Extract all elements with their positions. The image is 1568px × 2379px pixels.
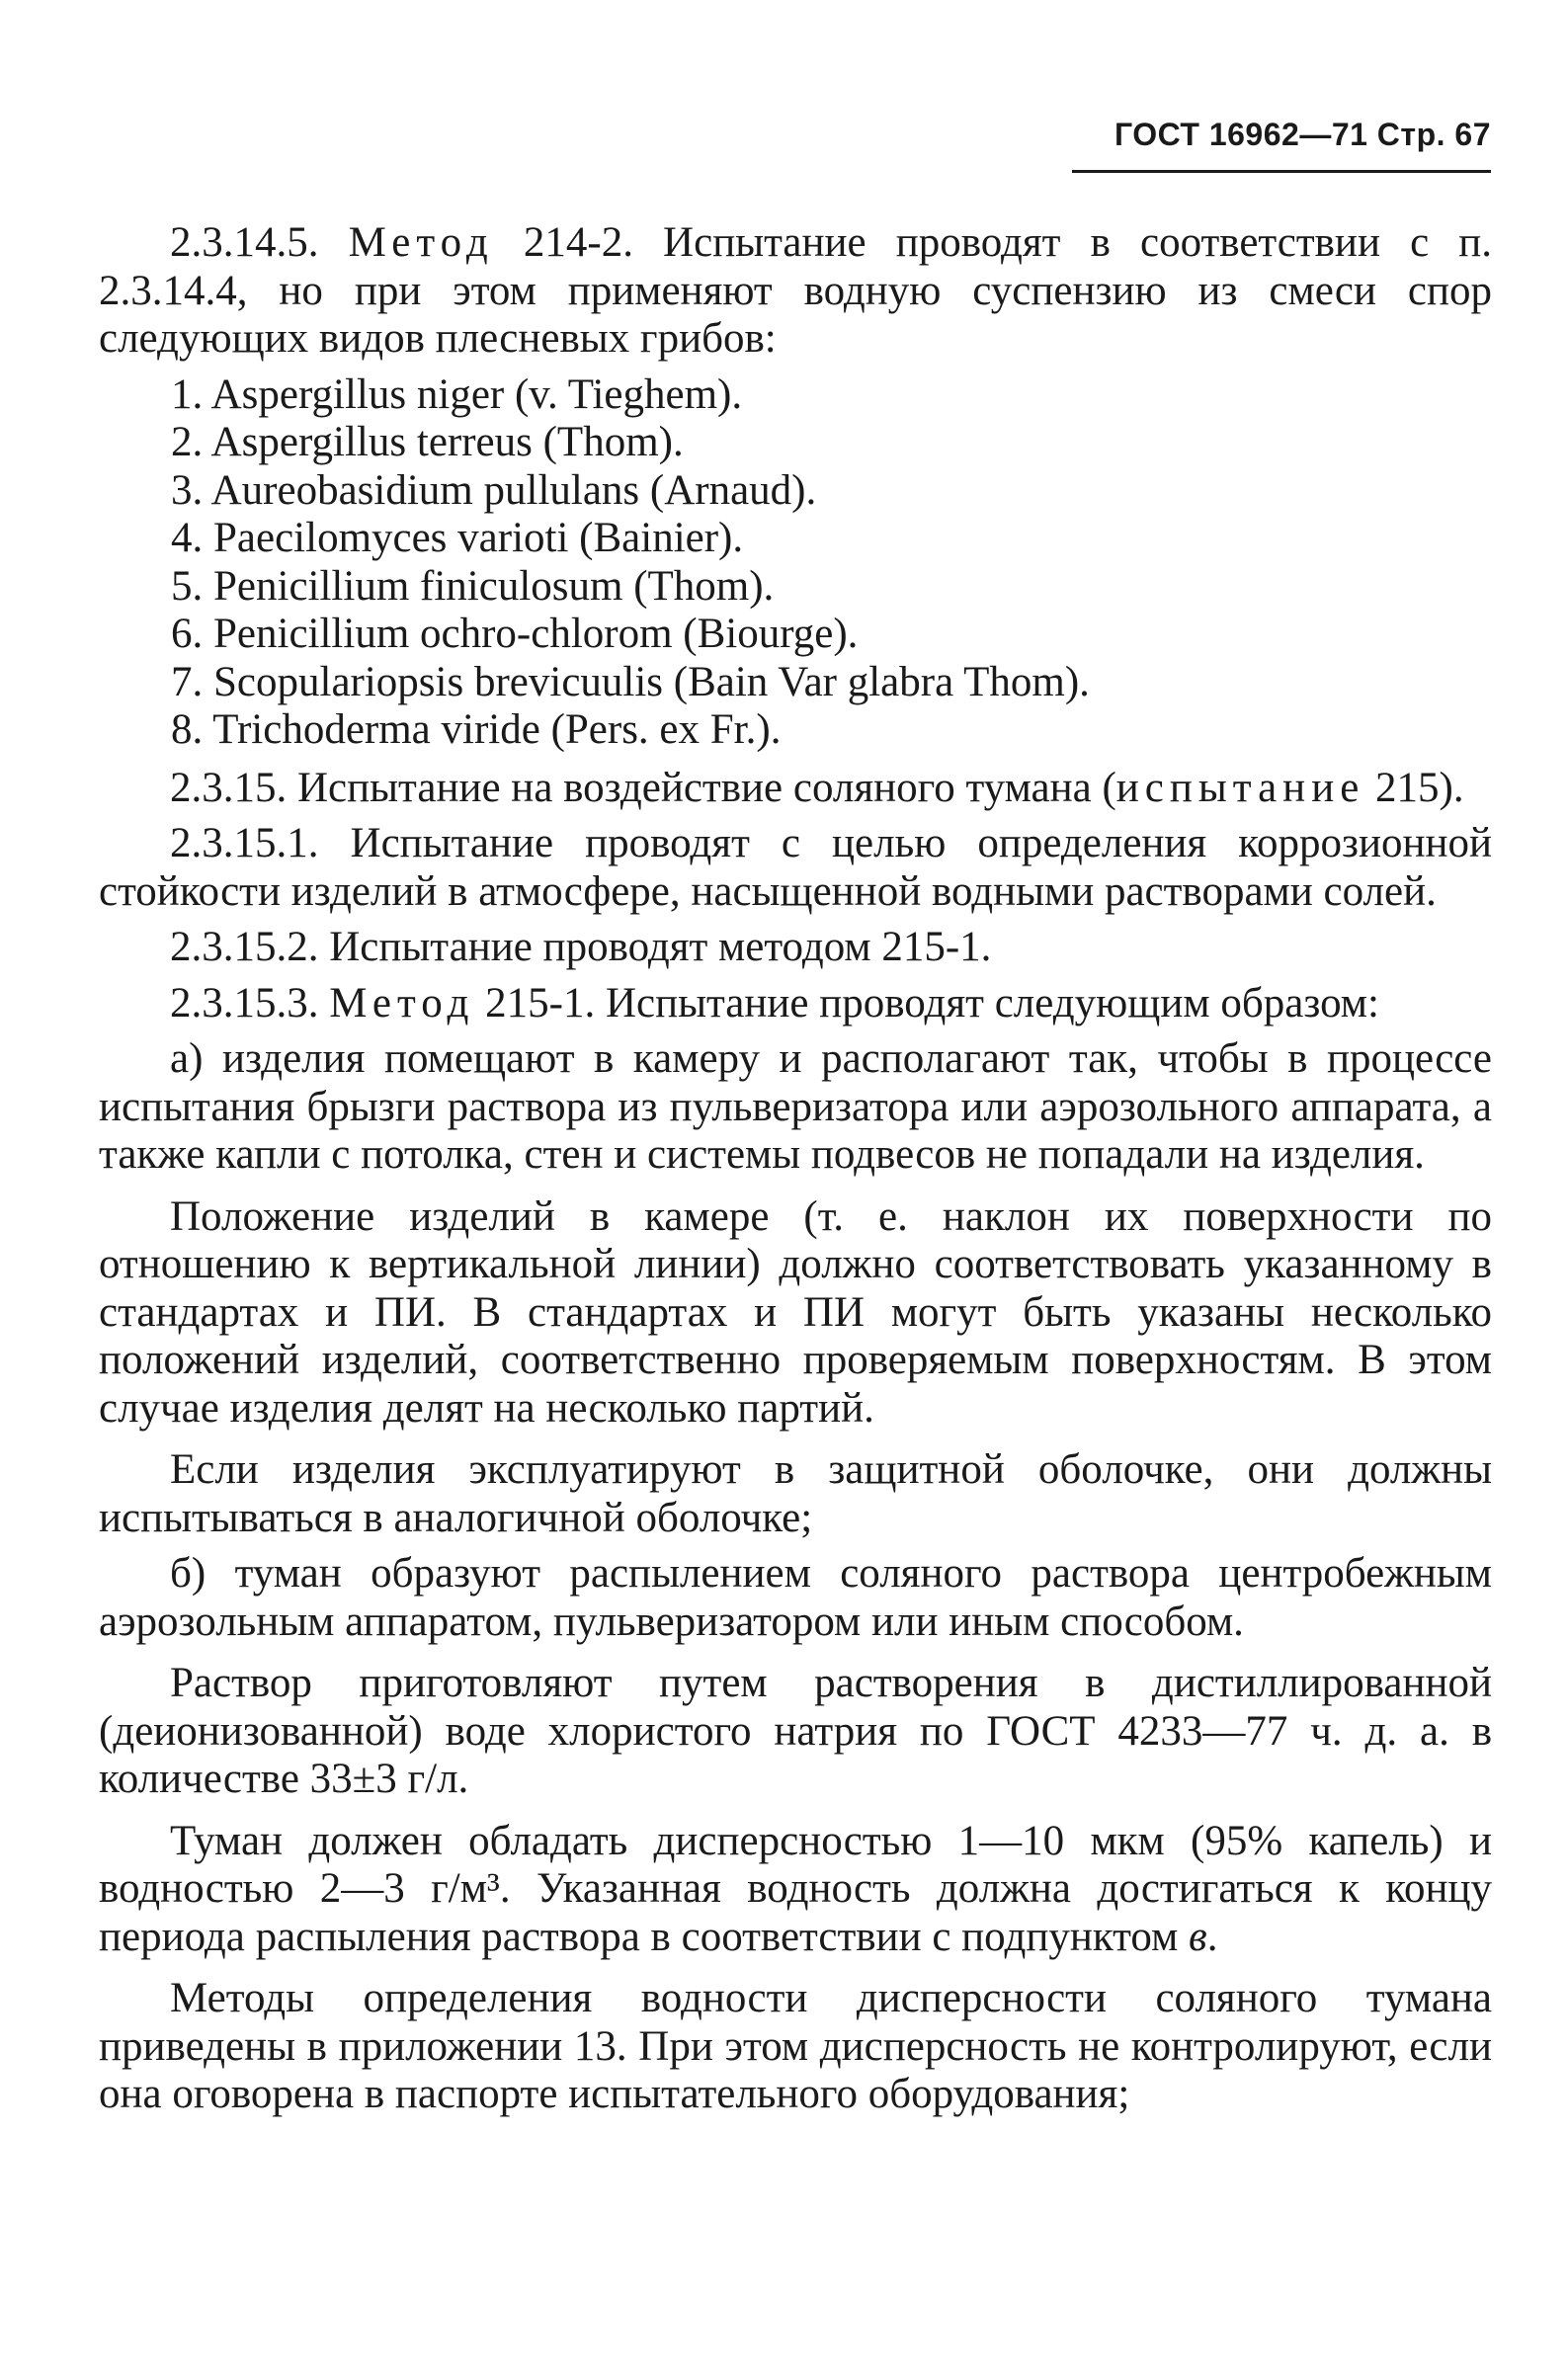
paragraph-2-3-15-2: 2.3.15.2. Испытание проводят методом 215-1. bbox=[170, 924, 992, 970]
list-item: 3. Aureobasidium pullulans (Arnaud). bbox=[171, 466, 817, 514]
fungi-list bbox=[99, 371, 1492, 755]
paragraph-position: Положение изделий в камере (т. е. наклон их поверхности по отношению к вертикальной линии) должно соответствовать указанному в стандартах и ПИ. В стандартах и ПИ могут быть указаны несколько положений изделий, соответственно проверяемым поверхностям. В этом случае изделия делят на несколько партий. bbox=[99, 1192, 1492, 1432]
paragraph-text: 215). bbox=[1364, 764, 1464, 811]
spaced-word: испытание bbox=[1115, 764, 1365, 811]
list-item: 2. Aspergillus terreus (Thom). bbox=[171, 419, 684, 465]
list-item: 6. Penicillium ochro-chlorom (Biourge). bbox=[171, 611, 859, 657]
paragraph-text: 214-2. Испытание проводят в соответствии с п. 2.3.14.4, но при этом применяют водную суспензию из смеси спор следующих видов плесневых грибов: bbox=[99, 219, 1493, 362]
document-body bbox=[99, 219, 1492, 2127]
page-header: ГОСТ 16962—71 Стр. 67 bbox=[1114, 117, 1491, 152]
paragraph-2-3-15-1: 2.3.15.1. Испытание проводят с целью определения коррозионной стойкости изделий в атмосфере, насыщенной водными растворами солей. bbox=[99, 820, 1492, 915]
paragraph-protective-shell: Если изделия эксплуатируют в защитной оболочке, они должны испытываться в аналогичной оболочке; bbox=[99, 1446, 1492, 1541]
paragraph-text: 2.3.15. Испытание на воздействие соляного тумана ( bbox=[170, 764, 1116, 811]
list-item: 7. Scopulariopsis brevicuulis (Bain Var glabra Thom). bbox=[171, 658, 1090, 705]
clause-number: 2.3.15.3. bbox=[170, 979, 319, 1026]
method-label: Метод bbox=[348, 219, 494, 266]
paragraph-text: Туман должен обладать дисперсностью 1—10 мкм (95% капель) и водностью 2—3 г/м³. Указанная водность должна достигаться к концу периода распыления раствора в соответствии с подпунктом bbox=[99, 1817, 1492, 1960]
list-item: 5. Penicillium finiculosum (Thom). bbox=[171, 562, 775, 610]
paragraph-text: . bbox=[1206, 1913, 1218, 1960]
list-item: 1. Aspergillus niger (v. Tieghem). bbox=[171, 370, 743, 418]
header-rule bbox=[1072, 170, 1491, 173]
method-label: Метод bbox=[329, 979, 475, 1026]
clause-number: 2.3.14.5. bbox=[170, 219, 319, 266]
paragraph-methods: Методы определения водности дисперсности соляного тумана приведены в приложении 13. При этом дисперсность не контролируют, если она оговорена в паспорте испытательного оборудования; bbox=[99, 1975, 1492, 2117]
paragraph-item-b: б) туман образуют распылением соляного раствора центробежным аэрозольным аппаратом, пульверизатором или иным способом. bbox=[99, 1550, 1492, 1645]
paragraph-item-a: а) изделия помещают в камеру и располагают так, чтобы в процессе испытания брызги раствора из пульверизатора или аэрозольного аппарата, а также капли с потолка, стен и системы подвесов не попадали на изделия. bbox=[99, 1035, 1492, 1178]
subclause-reference: в bbox=[1189, 1913, 1207, 1960]
paragraph-2-3-15 bbox=[99, 765, 1492, 813]
list-item: 4. Paecilomyces varioti (Bainier). bbox=[171, 515, 744, 561]
paragraph-2-3-14-5 bbox=[99, 219, 1492, 364]
paragraph-2-3-15-3 bbox=[99, 980, 1492, 1028]
paragraph-solution: Раствор приготовляют путем растворения в дистиллированной (деионизованной) воде хлористого натрия по ГОСТ 4233—77 ч. д. а. в количестве 33±3 г/л. bbox=[99, 1660, 1492, 1802]
paragraph-text: 215-1. Испытание проводят следующим образом: bbox=[485, 979, 1379, 1026]
list-item: 8. Trichoderma viride (Pers. ex Fr.). bbox=[171, 706, 782, 753]
paragraph-fog bbox=[99, 1818, 1492, 1962]
